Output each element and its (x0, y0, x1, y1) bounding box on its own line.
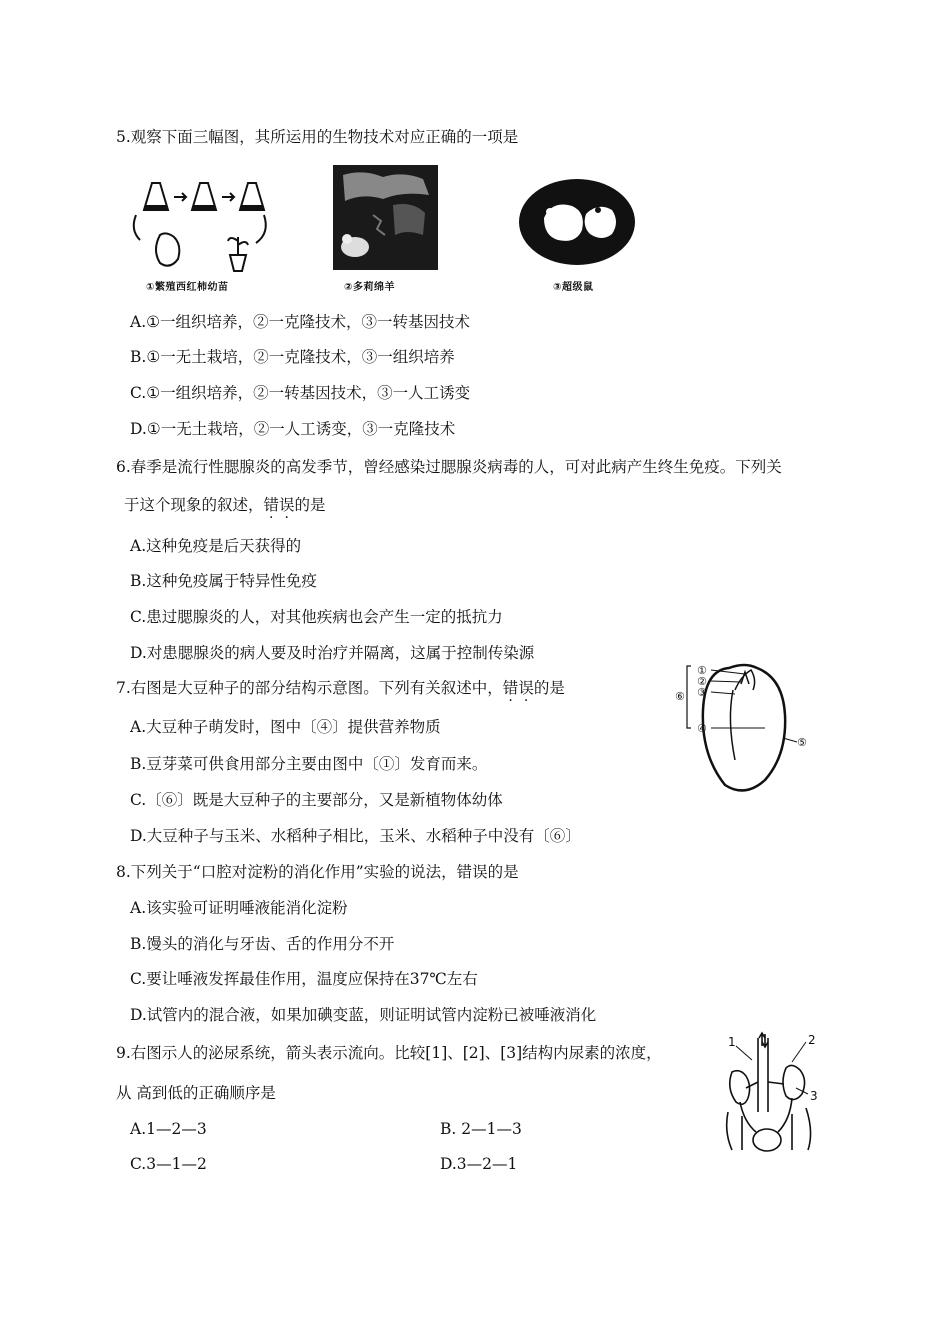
q8-option-b[interactable]: B.馒头的消化与牙齿、舌的作用分不开 (130, 935, 395, 953)
q9-option-a[interactable]: A.1—2—3 (130, 1120, 207, 1138)
emphasis-char: 误 (518, 679, 534, 697)
q6-option-b[interactable]: B.这种免疫属于特异性免疫 (130, 572, 317, 590)
tissue-culture-figure (130, 175, 270, 275)
q6-option-d[interactable]: D.对患腮腺炎的病人要及时治疗并隔离，这属于控制传染源 (130, 644, 535, 662)
q6-option-a[interactable]: A.这种免疫是后天获得的 (130, 537, 302, 555)
q7-stem (116, 677, 565, 699)
seed-label-6: ⑥ (675, 690, 685, 703)
q5-option-a[interactable]: A.①一组织培养，②一克隆技术，③一转基因技术 (130, 313, 471, 331)
q5-option-c[interactable]: C.①一组织培养，②一转基因技术，③一人工诱变 (130, 384, 471, 402)
q6-stem-line1: 6.春季是流行性腮腺炎的高发季节，曾经感染过腮腺炎病毒的人，可对此病产生终生免疫。下列关 (116, 458, 782, 476)
q9-option-d[interactable]: D.3—2—1 (440, 1155, 518, 1173)
seed-label-3: ③ (697, 686, 707, 699)
urinary-system-figure (722, 1032, 822, 1152)
q9-stem-line1: 9.右图示人的泌尿系统，箭头表示流向。比较[1]、[2]、[3]结构内尿素的浓度， (116, 1044, 662, 1062)
q6-stem-text: 于这个现象的叙述， (124, 496, 264, 514)
q6-option-c[interactable]: C.患过腮腺炎的人，对其他疾病也会产生一定的抵抗力 (130, 608, 503, 626)
q7-option-a[interactable]: A.大豆种子萌发时，图中〔④〕提供营养物质 (130, 718, 441, 736)
emphasis-char: 误 (279, 496, 295, 514)
figure-caption-2: ②多莉绵羊 (344, 282, 395, 293)
urinary-label-1: 1 (728, 1035, 736, 1049)
soybean-seed-figure (675, 660, 835, 795)
q9-stem-line2: 从 高到低的正确顺序是 (116, 1084, 276, 1102)
q7-stem-text: 的是 (533, 679, 565, 697)
q8-option-d[interactable]: D.试管内的混合液，如果加碘变蓝，则证明试管内淀粉已被唾液消化 (130, 1006, 597, 1024)
q5-option-b[interactable]: B.①一无土栽培，②一克隆技术，③一组织培养 (130, 348, 455, 366)
figure-caption-3: ③超级鼠 (553, 282, 594, 293)
figure-caption-1: ①繁殖西红柿幼苗 (146, 282, 229, 293)
q5-option-d[interactable]: D.①一无土栽培，②一人工诱变，③一克隆技术 (130, 420, 456, 438)
q6-stem-text: 的是 (294, 496, 326, 514)
emphasis-char: 错 (502, 679, 519, 697)
seed-label-1: ① (697, 664, 707, 677)
q9-option-c[interactable]: C.3—1—2 (130, 1155, 207, 1173)
q7-option-c[interactable]: C.〔⑥〕既是大豆种子的主要部分，又是新植物体幼体 (130, 791, 503, 809)
q8-stem: 8.下列关于“口腔对淀粉的消化作用”实验的说法，错误的是 (116, 863, 519, 881)
super-mouse-figure (518, 178, 636, 266)
q5-stem: 5.观察下面三幅图，其所运用的生物技术对应正确的一项是 (116, 128, 519, 146)
urinary-label-3: 3 (810, 1089, 818, 1103)
q8-option-c[interactable]: C.要让唾液发挥最佳作用，温度应保持在37℃左右 (130, 970, 478, 988)
q7-stem-text: 7.右图是大豆种子的部分结构示意图。下列有关叙述中， (116, 679, 503, 697)
q8-option-a[interactable]: A.该实验可证明唾液能消化淀粉 (130, 899, 348, 917)
q9-option-b[interactable]: B. 2—1—3 (440, 1120, 522, 1138)
q7-option-d[interactable]: D.大豆种子与玉米、水稻种子相比，玉米、水稻种子中没有〔⑥〕 (130, 827, 581, 845)
dolly-sheep-figure (333, 165, 438, 270)
seed-label-2: ② (697, 675, 707, 688)
seed-label-4: ④ (697, 722, 707, 735)
emphasis-char: 错 (263, 496, 280, 514)
urinary-label-2: 2 (808, 1033, 816, 1047)
q7-option-b[interactable]: B.豆芽菜可供食用部分主要由图中〔①〕发育而来。 (130, 755, 488, 773)
seed-label-5: ⑤ (797, 736, 807, 749)
q6-stem-line2 (124, 494, 326, 516)
